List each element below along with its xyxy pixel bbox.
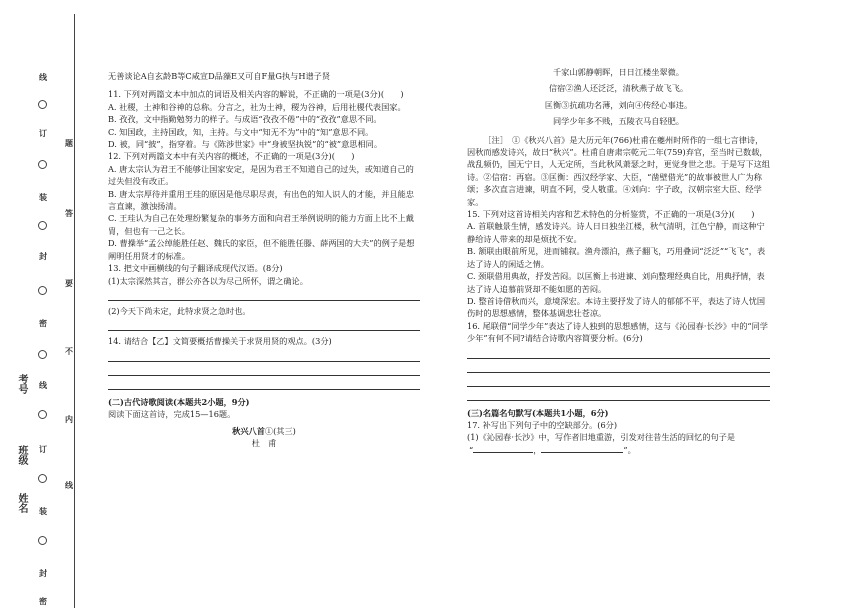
binding-char: 订 (39, 444, 47, 454)
answer-line[interactable] (108, 366, 420, 376)
poem-notes: ［注］ ①《秋兴八首》是大历元年(766)杜甫在夔州时所作的一组七言律诗，因秋而感发诗兴，故曰“秋兴”。杜甫自唐肃宗乾元二年(759)弃官，至当时已数载，战乱频仍，国无宁日，人无定所，当此秋风萧瑟之时，更觉身世之悲。于是写下这组诗。②信宿：再宿。③匡衡：西汉经学家、大臣，“凿壁借光”的故事被世人广为称颂；多次直言进谏，明直不阿，受人敬重。④刘向：字子政，汉朝宗室大臣、经学家。 (467, 134, 770, 207)
binding-char: 封 (39, 251, 47, 261)
binding-hole (38, 536, 47, 545)
question-16: 16. 尾联借“同学少年”表达了诗人独到的思想感情，这与《沁园春·长沙》中的“同学少年”有何不同?请结合诗歌内容简要分析。(6分) (467, 320, 768, 344)
left-column (108, 60, 420, 449)
poem-line-3: 匡衡③抗疏功名薄，刘向④传经心事违。 (544, 99, 693, 110)
question-17-1: (1)《沁园春·长沙》中，写作者旧地重游，引发对往昔生活的回忆的句子是 (467, 432, 736, 443)
answer-line[interactable] (108, 291, 420, 301)
class-label: 班级 (16, 445, 27, 465)
answer-line[interactable] (108, 352, 420, 362)
option-12c: C. 王珪认为自己在处理纷繁复杂的事务方面和向君王举例说明的能力方面上比不上戴胄，但也有一己之长。 (108, 213, 414, 236)
name-label: 姓名 (16, 493, 27, 513)
q17-blanks: “ ， ”。 (469, 444, 636, 455)
binding-char: 封 (39, 568, 47, 578)
option-12a: A. 唐太宗认为君王不能够让国家安定，是因为君王不知道自己的过失，或知道自己的过失但没有改正。 (108, 163, 414, 187)
option-15d: D. 整首诗借秋而兴，意境深宏。本诗主要抒发了诗人的郁郁不平，表达了诗人忧国伤时的思想感情，整体基调悲壮苍凉。 (467, 295, 766, 319)
answer-line[interactable] (467, 349, 770, 359)
answer-line[interactable] (467, 363, 770, 373)
binding-margin (0, 0, 82, 608)
binding-hole (38, 160, 47, 169)
option-12d: D. 曹操举“孟公绰能胜任赵、魏氏的家臣，但不能胜任滕、薛两国的大夫”的例子是想阐明任用贤才的标准。 (108, 238, 415, 261)
notice-char: 线 (65, 480, 73, 490)
binding-char: 线 (39, 380, 47, 390)
examno-label: 考号 (16, 374, 27, 394)
answer-line[interactable] (467, 377, 770, 387)
question-17: 17. 补写出下列句子中的空缺部分。(6分) (467, 419, 618, 430)
option-11c: C. 知国政，主持国政，知，主持。与文中“知无不为”中的“知”意思不同。 (108, 126, 374, 137)
option-15c: C. 颈联借用典故，抒发苦闷。以匡衡上书进谏、刘向整理经典自比，用典抒情，表达了诗人追慕前贤却不能如愿的苦闷。 (467, 271, 765, 294)
question-12: 12. 下列对两篇文本中有关内容的概述，不正确的一项是(3分)( ) (108, 151, 355, 162)
option-15a: A. 首联触景生情，感发诗兴。诗人日日独坐江楼，秋气清明，江色宁静，而这种宁静给诗人带来的却是烦扰不安。 (467, 221, 765, 244)
binding-hole (38, 474, 47, 483)
binding-char: 线 (39, 72, 47, 82)
poem-line-2: 信宿②渔人还泛泛，清秋燕子故飞飞。 (548, 83, 689, 94)
option-11b: B. 孜孜，文中指勤勉努力的样子。与成语“孜孜不倦”中的“孜孜”意思不同。 (108, 114, 382, 125)
section-poetry-heading: (二)古代诗歌阅读(本题共2小题，9分) (108, 396, 250, 407)
question-13: 13. 把文中画横线的句子翻译成现代汉语。(8分) (108, 263, 283, 274)
question-11: 11. 下列对两篇文本中加点的词语及相关内容的解说，不正确的一项是(3分)( ) (108, 89, 404, 100)
fill-blank-1[interactable] (473, 444, 533, 453)
option-11a: A. 社稷，土神和谷神的总称。分言之，社为土神，稷为谷神，后用社稷代表国家。 (108, 101, 406, 112)
binding-hole (38, 100, 47, 109)
notice-char: 题 (65, 138, 73, 148)
binding-hole (38, 350, 47, 359)
section-dictation-heading: (三)名篇名句默写(本题共1小题，6分) (467, 407, 609, 418)
notice-char: 内 (65, 414, 73, 424)
notice-char: 不 (65, 346, 73, 356)
notice-char: 答 (65, 208, 73, 218)
poem-line-1: 千家山郭静朝晖，日日江楼坐翠微。 (552, 67, 684, 77)
notice-char: 要 (65, 278, 73, 288)
answer-line[interactable] (467, 391, 770, 401)
fill-blank-2[interactable] (541, 444, 623, 453)
option-12b: B. 唐太宗厚待并重用王珪的原因是他尽职尽责，有出色的知人识人的才能，并且能忠言直谏，激浊扬清。 (108, 188, 414, 212)
binding-char: 装 (39, 506, 47, 516)
binding-hole (38, 410, 47, 419)
binding-char: 密 (39, 596, 47, 606)
binding-hole (38, 286, 47, 295)
q13-sentence-1: (1)太宗深然其言，群公亦各以为尽己所怀，谓之确论。 (108, 275, 308, 286)
binding-char: 密 (39, 318, 47, 328)
poem-author: 杜 甫 (251, 437, 277, 448)
question-14: 14. 请结合【乙】文简要概括曹操关于求贤用贤的观点。(3分) (108, 336, 332, 347)
binding-char: 装 (39, 192, 47, 202)
binding-char: 订 (39, 128, 47, 138)
poem-line-4: 同学少年多不贱，五陵衣马自轻肥。 (552, 116, 684, 127)
q13-sentence-2: (2)今天下尚未定，此特求贤之急时也。 (108, 305, 251, 316)
right-column (467, 66, 770, 456)
punctuation-line: 无善谈论A自玄龄B等C咸宣D品藻E又可自F量G执与H谱子贤 (108, 71, 331, 81)
poetry-intro: 阅读下面这首诗，完成15—16题。 (108, 409, 236, 420)
option-11d: D. 被，同“披”，指穿着。与《陈涉世家》中“身被坚执锐”的“被”意思相同。 (108, 139, 383, 150)
option-15b: B. 颔联由眼前所见，进而铺叙。渔舟漂泊，燕子翻飞，巧用叠词“泛泛”“飞飞”，表达了诗人的闲适之情。 (467, 246, 766, 269)
binding-hole (38, 221, 47, 230)
answer-line[interactable] (108, 321, 420, 331)
binding-line (74, 14, 75, 608)
poem-title: 秋兴八首①(其三) (232, 425, 296, 436)
question-15: 15. 下列对这首诗相关内容和艺术特色的分析鉴赏，不正确的一项是(3分)( ) (467, 209, 755, 220)
answer-line[interactable] (108, 380, 420, 390)
